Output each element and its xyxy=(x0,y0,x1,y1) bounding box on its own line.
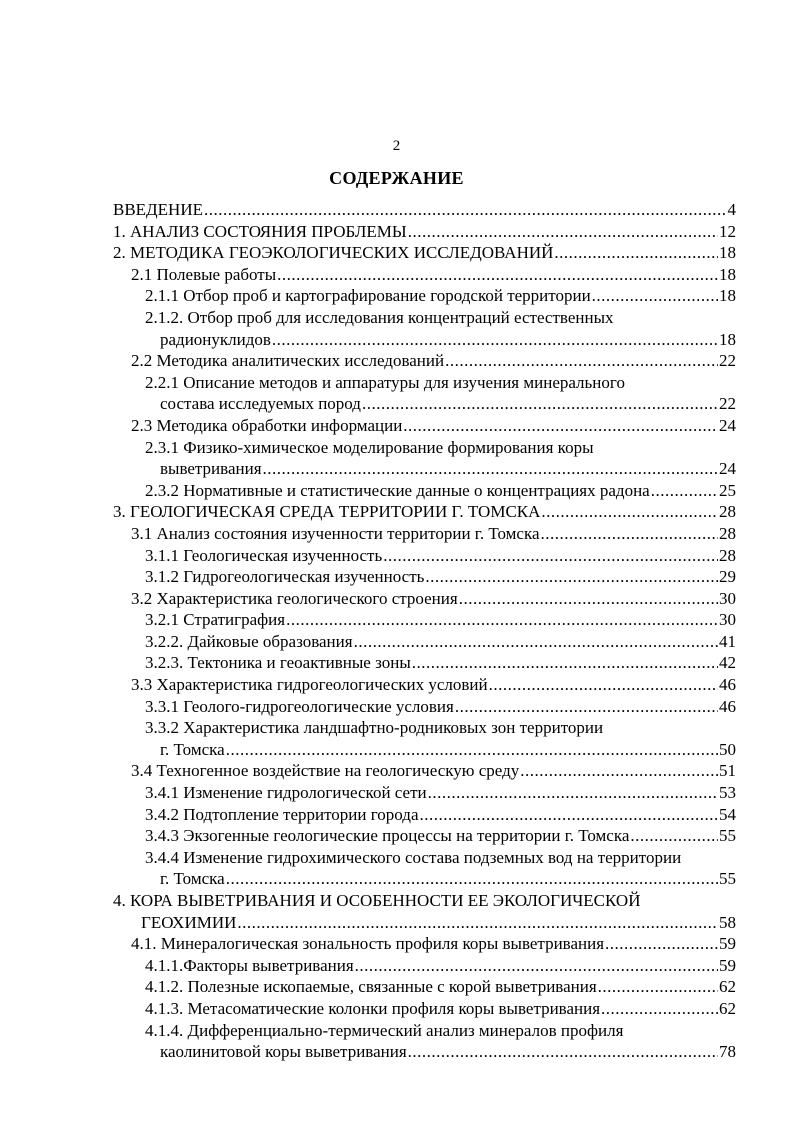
toc-entry-title: 3.2.2. Дайковые образования xyxy=(145,631,353,651)
toc-entry-title: 3.2.3. Тектоника и геоактивные зоны xyxy=(145,653,411,673)
toc-entry-continuation xyxy=(0,329,793,351)
toc-entry-page: 54 xyxy=(719,804,736,824)
toc-entry xyxy=(0,631,793,653)
toc-entry-page: 22 xyxy=(719,351,736,371)
toc-entry xyxy=(0,437,793,459)
toc-leader xyxy=(459,588,718,610)
toc-entry-title: 4.1.3. Метасоматические колонки профиля коры выветривания xyxy=(145,998,601,1018)
toc-entry-title-cont: каолинитовой коры выветривания xyxy=(160,1042,407,1062)
toc-entry xyxy=(0,890,793,912)
toc-leader xyxy=(408,221,718,243)
toc-entry-page: 28 xyxy=(719,502,736,522)
toc-entry-title: 3.4.2 Подтопление территории города xyxy=(145,804,419,824)
toc-entry-title: 2.2 Методика аналитических исследований xyxy=(131,351,445,371)
toc-entry-title: 3.4.4 Изменение гидрохимического состава подземных вод на территории xyxy=(145,847,682,867)
toc-entry xyxy=(0,264,793,286)
toc-leader xyxy=(598,976,718,998)
toc-entry xyxy=(0,933,793,955)
toc-entry-page: 62 xyxy=(719,998,736,1018)
toc-entry xyxy=(0,955,793,977)
toc-leader xyxy=(226,868,718,890)
toc-entry xyxy=(0,566,793,588)
toc-entry-title: 2. МЕТОДИКА ГЕОЭКОЛОГИЧЕСКИХ ИССЛЕДОВАНИЙ xyxy=(113,243,554,263)
toc-entry xyxy=(0,696,793,718)
toc-entry-continuation xyxy=(0,393,793,415)
page-title: СОДЕРЖАНИЕ xyxy=(329,168,464,188)
toc-leader xyxy=(420,804,719,826)
toc-leader xyxy=(601,998,718,1020)
toc-entry-title-cont: г. Томска xyxy=(160,739,225,759)
toc-leader xyxy=(651,480,718,502)
toc-entry-page: 18 xyxy=(719,329,736,349)
toc-entry-title: 3.1.1 Геологическая изученность xyxy=(145,545,383,565)
table-of-contents xyxy=(0,199,793,1063)
toc-leader xyxy=(286,609,718,631)
toc-entry-page: 12 xyxy=(719,221,736,241)
toc-leader xyxy=(355,955,718,977)
toc-entry-page: 41 xyxy=(719,631,736,651)
toc-entry-page: 28 xyxy=(719,523,736,543)
toc-entry-title: 3.2 Характеристика геологического строения xyxy=(131,588,458,608)
toc-entry-title: 3.4 Техногенное воздействие на геологическую среду xyxy=(131,761,520,781)
toc-entry xyxy=(0,480,793,502)
toc-entry-title: 2.2.1 Описание методов и аппаратуры для изучения минерального xyxy=(145,372,625,392)
toc-entry-title-cont: ГЕОХИМИИ xyxy=(141,912,237,932)
toc-entry xyxy=(0,221,793,243)
toc-entry-page: 55 xyxy=(719,869,736,889)
toc-entry-title: 1. АНАЛИЗ СОСТОЯНИЯ ПРОБЛЕМЫ xyxy=(113,221,407,241)
toc-entry-title: 3.2.1 Стратиграфия xyxy=(145,610,286,630)
toc-entry-page: 55 xyxy=(719,826,736,846)
toc-entry-page: 46 xyxy=(719,675,736,695)
toc-entry-title: 3.1.2 Гидрогеологическая изученность xyxy=(145,567,425,587)
toc-entry-title: 2.1 Полевые работы xyxy=(131,264,277,284)
toc-entry-page: 18 xyxy=(719,264,736,284)
toc-leader xyxy=(541,523,719,545)
toc-leader xyxy=(408,1041,718,1063)
toc-entry xyxy=(0,674,793,696)
toc-entry-page: 4 xyxy=(727,200,736,219)
toc-entry-page: 18 xyxy=(719,286,736,306)
toc-entry-continuation xyxy=(0,739,793,761)
toc-leader xyxy=(445,350,718,372)
toc-leader xyxy=(520,760,718,782)
toc-leader xyxy=(277,264,718,286)
toc-entry-title: 3.4.3 Экзогенные геологические процессы на территории г. Томска xyxy=(145,826,630,846)
toc-entry-page: 18 xyxy=(719,243,736,263)
toc-leader xyxy=(592,285,718,307)
toc-entry-page: 22 xyxy=(719,394,736,414)
toc-entry xyxy=(0,1020,793,1042)
toc-entry xyxy=(0,998,793,1020)
toc-entry-page: 59 xyxy=(719,934,736,954)
toc-leader xyxy=(489,674,718,696)
toc-entry-title: 4.1.2. Полезные ископаемые, связанные с корой выветривания xyxy=(145,977,597,997)
toc-entry-page: 30 xyxy=(719,588,736,608)
toc-leader xyxy=(362,393,718,415)
toc-entry xyxy=(0,307,793,329)
toc-entry-title: 2.3 Методика обработки информации xyxy=(131,415,403,435)
toc-entry-page: 53 xyxy=(719,783,736,803)
toc-entry xyxy=(0,804,793,826)
toc-entry-title: 2.1.2. Отбор проб для исследования концентраций естественных xyxy=(145,307,614,327)
toc-entry-title: 3.3.1 Геолого-гидрогеологические условия xyxy=(145,696,454,716)
toc-leader xyxy=(383,545,718,567)
toc-entry-page: 24 xyxy=(719,415,736,435)
toc-leader xyxy=(226,739,718,761)
toc-entry xyxy=(0,825,793,847)
toc-entry-title: 3. ГЕОЛОГИЧЕСКАЯ СРЕДА ТЕРРИТОРИИ Г. ТОМСКА xyxy=(113,502,541,522)
toc-entry-page: 62 xyxy=(719,977,736,997)
toc-entry-title: 4. КОРА ВЫВЕТРИВАНИЯ И ОСОБЕННОСТИ ЕЕ ЭКОЛОГИЧЕСКОЙ xyxy=(113,891,641,910)
toc-entry xyxy=(0,652,793,674)
toc-entry-title: 3.3.2 Характеристика ландшафтно-родниковых зон территории xyxy=(145,718,604,738)
toc-entry xyxy=(0,976,793,998)
toc-entry xyxy=(0,350,793,372)
toc-entry-title: 4.1.4. Дифференциально-термический анализ минералов профиля xyxy=(145,1020,624,1040)
page-number: 2 xyxy=(392,138,401,154)
toc-leader xyxy=(554,242,718,264)
toc-entry xyxy=(0,782,793,804)
toc-entry-title: 2.1.1 Отбор проб и картографирование городской территории xyxy=(145,286,591,306)
toc-entry-title-cont: выветривания xyxy=(160,459,262,479)
toc-leader xyxy=(605,933,718,955)
toc-leader xyxy=(237,912,718,934)
toc-entry-page: 59 xyxy=(719,955,736,975)
toc-entry-title: 3.1 Анализ состояния изученности территории г. Томска xyxy=(131,523,540,543)
toc-entry-title: 3.3 Характеристика гидрогеологических условий xyxy=(131,675,488,695)
toc-entry xyxy=(0,242,793,264)
toc-entry-page: 58 xyxy=(719,912,736,932)
toc-leader xyxy=(630,825,718,847)
toc-entry-continuation xyxy=(0,1041,793,1063)
toc-entry xyxy=(0,501,793,523)
toc-entry-page: 46 xyxy=(719,696,736,716)
toc-entry xyxy=(0,717,793,739)
toc-entry-title: 2.3.2 Нормативные и статистические данные о концентрациях радона xyxy=(145,480,650,500)
toc-entry xyxy=(0,545,793,567)
toc-leader xyxy=(403,415,718,437)
toc-leader xyxy=(272,329,718,351)
toc-entry-page: 50 xyxy=(719,739,736,759)
toc-entry xyxy=(0,588,793,610)
toc-entry xyxy=(0,847,793,869)
toc-entry-page: 78 xyxy=(719,1042,736,1062)
toc-leader xyxy=(425,566,718,588)
toc-entry-page: 28 xyxy=(719,545,736,565)
toc-leader xyxy=(455,696,718,718)
toc-entry-continuation xyxy=(0,458,793,480)
toc-entry-title-cont: радионуклидов xyxy=(160,329,271,349)
toc-entry-page: 29 xyxy=(719,567,736,587)
toc-leader xyxy=(354,631,718,653)
toc-entry xyxy=(0,285,793,307)
toc-entry xyxy=(0,372,793,394)
toc-entry xyxy=(0,199,793,221)
toc-entry-title: 4.1.1.Факторы выветривания xyxy=(145,955,354,975)
toc-entry-page: 30 xyxy=(719,610,736,630)
toc-entry-page: 51 xyxy=(719,761,736,781)
toc-leader xyxy=(412,652,718,674)
toc-entry xyxy=(0,760,793,782)
toc-entry-title-cont: г. Томска xyxy=(160,869,225,889)
toc-entry-title: 3.4.1 Изменение гидрологической сети xyxy=(145,783,427,803)
toc-entry-page: 24 xyxy=(719,459,736,479)
toc-entry-title: ВВЕДЕНИЕ xyxy=(113,200,203,219)
toc-entry xyxy=(0,523,793,545)
toc-leader xyxy=(428,782,718,804)
toc-entry-page: 25 xyxy=(719,480,736,500)
toc-leader xyxy=(204,199,727,221)
toc-entry-continuation xyxy=(0,868,793,890)
toc-entry-title-cont: состава исследуемых пород xyxy=(160,394,361,414)
toc-leader xyxy=(263,458,718,480)
toc-entry-page: 42 xyxy=(719,653,736,673)
toc-entry-title: 2.3.1 Физико-химическое моделирование формирования коры xyxy=(145,437,594,457)
toc-entry xyxy=(0,415,793,437)
toc-entry xyxy=(0,609,793,631)
toc-entry-continuation xyxy=(0,912,793,934)
toc-entry-title: 4.1. Минералогическая зональность профиля коры выветривания xyxy=(131,934,605,954)
toc-leader xyxy=(541,501,718,523)
